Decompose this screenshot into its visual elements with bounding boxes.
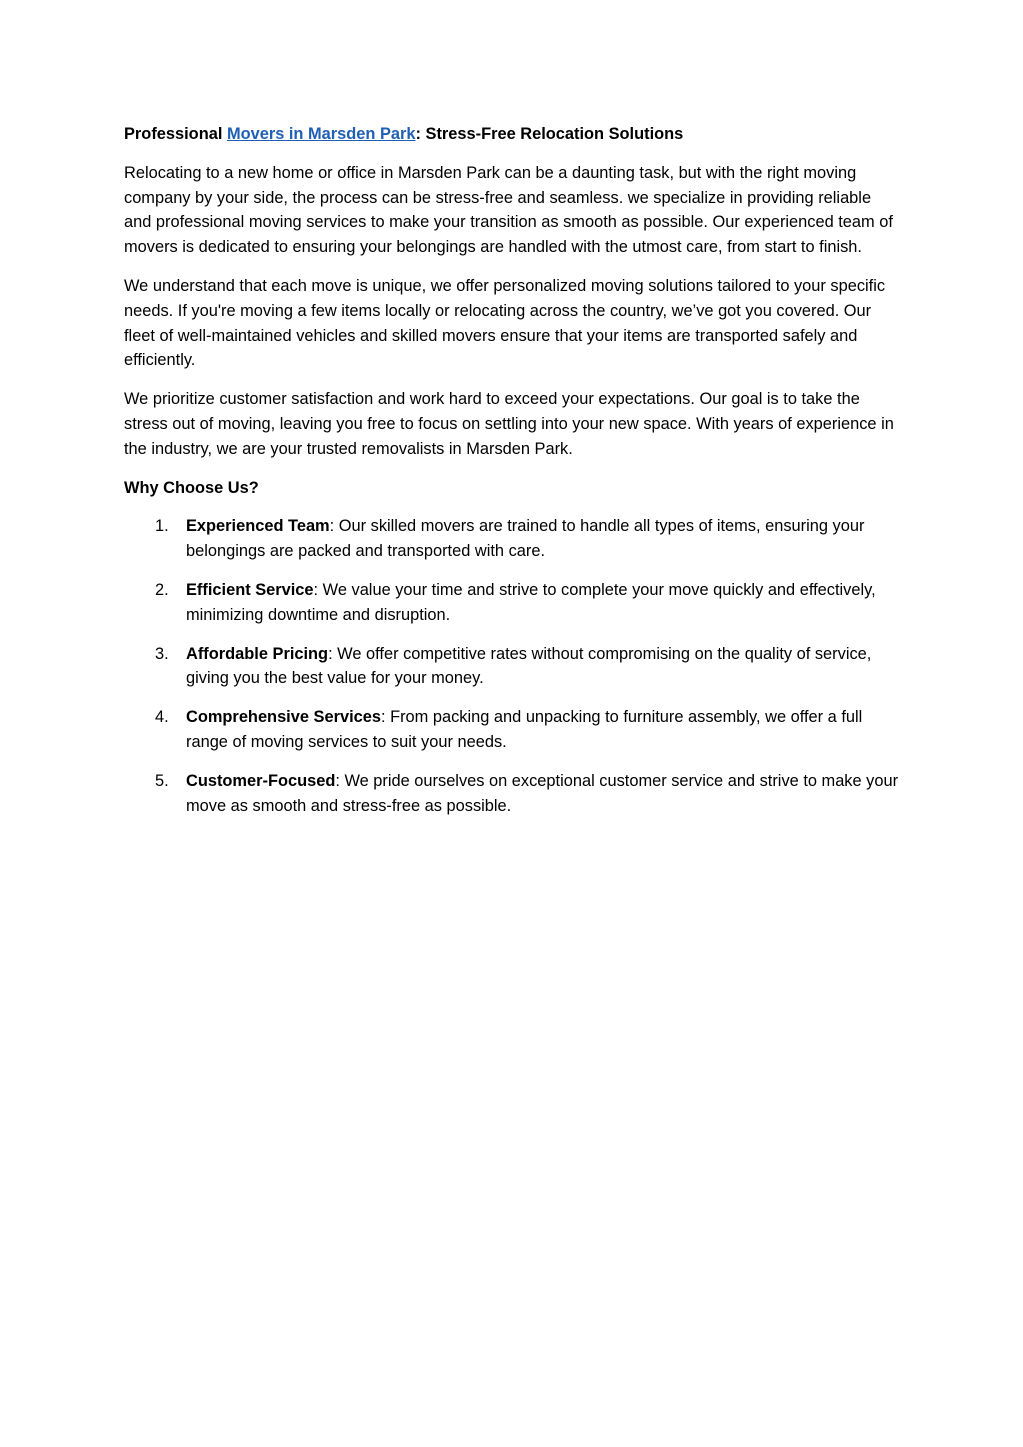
- list-item-text: : From packing and unpacking to furniture assembly, we offer a full range of moving services to suit your needs.: [186, 708, 863, 751]
- list-item: [124, 642, 900, 692]
- list-item: [124, 705, 900, 755]
- document-title: [124, 122, 900, 147]
- list-item-term: Customer-Focused: [186, 771, 336, 790]
- intro-paragraph: Relocating to a new home or office in Marsden Park can be a daunting task, but with the right moving company by your side, the process can be stress-free and seamless. we specialize in providing reliable and professional moving services to make your transition as smooth as possible. Our experienced team of movers is dedicated to ensuring your belongings are handled with the utmost care, from start to finish.: [124, 163, 893, 257]
- list-item: [124, 514, 900, 564]
- movers-in-marsden-park-link[interactable]: Movers in Marsden Park: [226, 125, 416, 143]
- list-item-term: Efficient Service: [186, 580, 314, 599]
- document-page: [124, 122, 900, 832]
- list-item-number: 5.: [155, 771, 169, 790]
- services-paragraph: We understand that each move is unique, we offer personalized moving solutions tailored to your specific needs. If you're moving a few items locally or relocating across the country, we’ve got you covered. Our fleet of well-maintained vehicles and skilled movers ensure that your items are transported safely and efficiently.: [124, 276, 886, 370]
- list-item-number: 3.: [155, 644, 169, 663]
- list-item: [124, 769, 900, 819]
- reasons-list: [124, 514, 900, 818]
- list-item-number: 4.: [155, 708, 169, 727]
- why-choose-us-heading: Why Choose Us?: [124, 478, 259, 497]
- list-item-term: Affordable Pricing: [186, 644, 329, 663]
- list-item-term: Experienced Team: [186, 517, 330, 536]
- list-item-text: : Our skilled movers are trained to handle all types of items, ensuring your belongings are packed and transported with care.: [186, 517, 865, 561]
- title-suffix: : Stress-Free Relocation Solutions: [415, 125, 684, 143]
- satisfaction-paragraph: We prioritize customer satisfaction and work hard to exceed your expectations. Our goal is to take the stress out of moving, leaving you free to focus on settling into your new space. With years of experience in the industry, we are your trusted removalists in Marsden Park.: [124, 390, 894, 458]
- title-prefix: Professional: [124, 125, 227, 143]
- list-item-text: : We value your time and strive to complete your move quickly and effectively, minimizing downtime and disruption.: [186, 580, 876, 624]
- list-item-term: Comprehensive Services: [186, 708, 381, 727]
- list-item-text: : We offer competitive rates without compromising on the quality of service, giving you the best value for your money.: [186, 644, 872, 688]
- list-item: [124, 578, 900, 628]
- list-item-text: : We pride ourselves on exceptional customer service and strive to make your move as smooth and stress-free as possible.: [186, 771, 899, 815]
- list-item-number: 1.: [155, 517, 169, 536]
- list-item-number: 2.: [155, 580, 169, 599]
